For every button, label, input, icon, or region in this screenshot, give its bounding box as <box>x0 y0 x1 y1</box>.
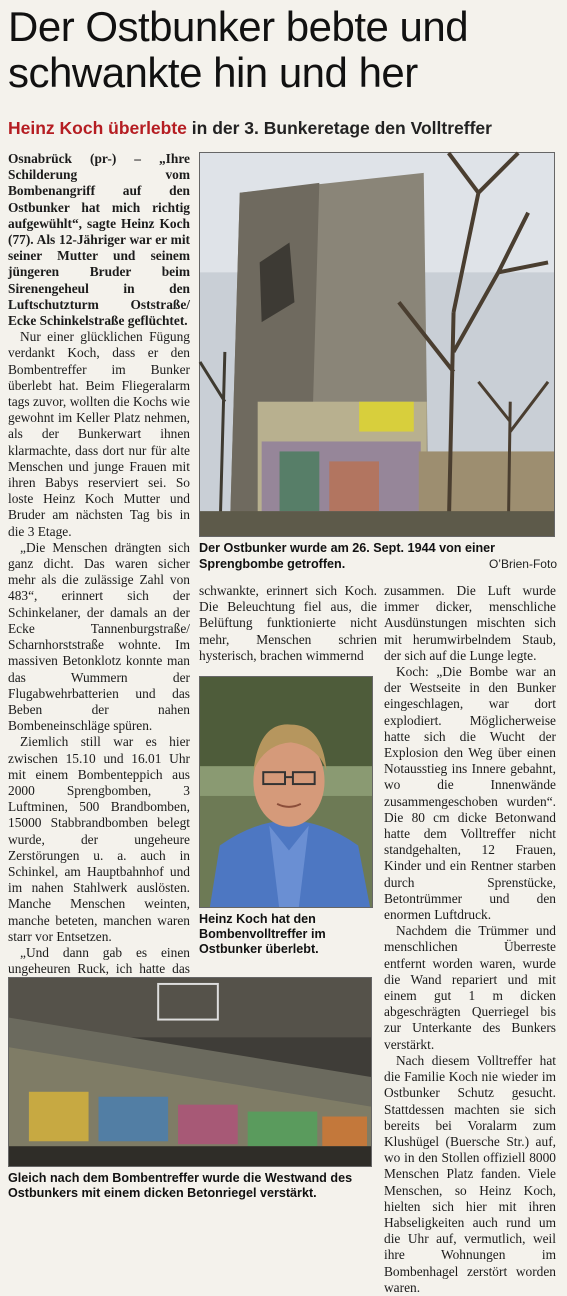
paragraph: Ziemlich still war es hier zwischen 15.10 und 16.01 Uhr mit einem Bombenteppich aus 2000 Sprengbomben, 3 Luftminen, 500 Brandbomben, 15000 Stabbrandbomben belegt wurde, der ungeheure Zerstörungen u. a. auch in Schinkel, am Hauptbahnhof und im nahen Stahlwerk auslösten. Manche Menschen weinten, manche beteten, manchen waren starr vor Entsetzen. <box>8 734 190 944</box>
subhead-name: Heinz Koch überlebte <box>8 118 187 138</box>
wall-caption: Gleich nach dem Bombentreffer wurde die Westwand des Ostbunkers mit einem dicken Betonriegel verstärkt. <box>8 1171 353 1200</box>
wall-photo <box>8 977 372 1167</box>
paragraph: zusammen. Die Luft wurde immer dicker, menschliche Ausdünstungen mischten sich mit herumwirbelndem Staub, der sich auf die Lunge legte. <box>384 583 556 663</box>
paragraph: Koch: „Die Bombe war an der Westseite in den Bunker eingeschlagen, war dort explodiert. Möglicherweise hatte sich die Wucht der Explosion den Weg über einen Notausstieg ins Innere gebahnt, wo die Innenwände zusammengeschoben wurden“. Die 80 cm dicke Betonwand hatte dem Volltreffer nicht standgehalten, 12 Frauen, Kinder und ein Rentner starben durch Sprenstücke, Betontrümmer und den enormen Luftdruck. <box>384 664 556 923</box>
paragraph: Nur einer glücklichen Fügung verdankt Koch, dass er den Bombentreffer im Bunker überlebt hat. Beim Fliegeralarm tags zuvor, wollten die Kochs wie gewohnt im Keller Platz nehmen, als der Bunkerwart ihnen klarmachte, dass dort nur für alte Menschen und junge Frauen mit ihren Babys reserviert sei. So loste Heinz Koch Mutter und Bruder am nächsten Tag bis in die 3 Etage. <box>8 329 190 539</box>
portrait-photo <box>199 676 373 908</box>
paragraph-lead <box>8 151 190 329</box>
lead-text: „Ihre Schilderung vom Bombenangriff auf den Ostbunker hat mich richtig aufgewühlt“, sagte Heinz Koch (77). Als 12-Jähriger war er mit seiner Mutter und seinem jüngeren Bruder beim Sirenengeheul in den Luftschutzturm Oststraße/ Ecke Schinkelstraße geflüchtet. <box>8 151 190 329</box>
bunker-caption: Der Ostbunker wurde am 26. Sept. 1944 von einer Sprengbombe getroffen. <box>199 541 496 571</box>
paragraph: schwankte, erinnert sich Koch. Die Beleuchtung fiel aus, die Belüftung funktionierte nicht mehr, Menschen schrien hysterisch, brachen wimmernd <box>199 583 377 663</box>
column-3 <box>384 583 556 1296</box>
paragraph: „Und dann gab es einen ungeheuren Ruck, ich hatte das <box>8 944 190 977</box>
bunker-illustration <box>200 153 554 536</box>
bunker-photo <box>199 152 555 537</box>
column-2 <box>199 583 377 664</box>
wall-illustration <box>9 978 371 1166</box>
subhead <box>8 116 564 140</box>
portrait-caption: Heinz Koch hat den Bombenvolltreffer im Ostbunker überlebt. <box>199 912 326 956</box>
dateline: Osnabrück (pr-) – <box>8 151 141 166</box>
subhead-rest: in der 3. Bunkeretage den Volltreffer <box>186 118 492 138</box>
paragraph: Nach diesem Volltreffer hat die Familie Koch nie wieder im Ostbunker Schutz gesucht. Stattdessen machten sie sich bereits bei Voralarm zum Klushügel (Buersche Str.) auf, wo in den Stollen offiziell 8000 Menschen Platz fanden. Viele Menschen, so Heinz Koch, hielten sich hier mit ihren Habseligkeiten auch rund um die Uhr auf, vermutlich, weil ihre Wohnungen im Bombenhagel zerstört worden waren. <box>384 1052 556 1295</box>
paragraph: „Die Menschen drängten sich ganz dicht. Das waren sicher mehr als die zulässige Zahl von 483“, erinnert sich der Schinkelaner, der damals an der Ecke Tannenburgstraße/ Scharnhorststraße wohnte. Im massiven Betonklotz konnte man das Wummern der Flugabwehrbatterien und das Beben der nahen Bombeneinschläge spüren. <box>8 539 190 734</box>
bunker-credit: O’Brien-Foto <box>488 557 557 571</box>
portrait-illustration <box>200 677 372 907</box>
paragraph: Nachdem die Trümmer und menschlichen Überreste entfernt worden waren, wurde die Wand repariert und mit einem gut 1 m dicken abgeschrägten Querriegel bis zur Unterkante des Bunkers verstärkt. <box>384 923 556 1052</box>
column-1 <box>8 151 190 1010</box>
headline: Der Ostbunker bebte und schwankte hin und her <box>8 3 469 96</box>
